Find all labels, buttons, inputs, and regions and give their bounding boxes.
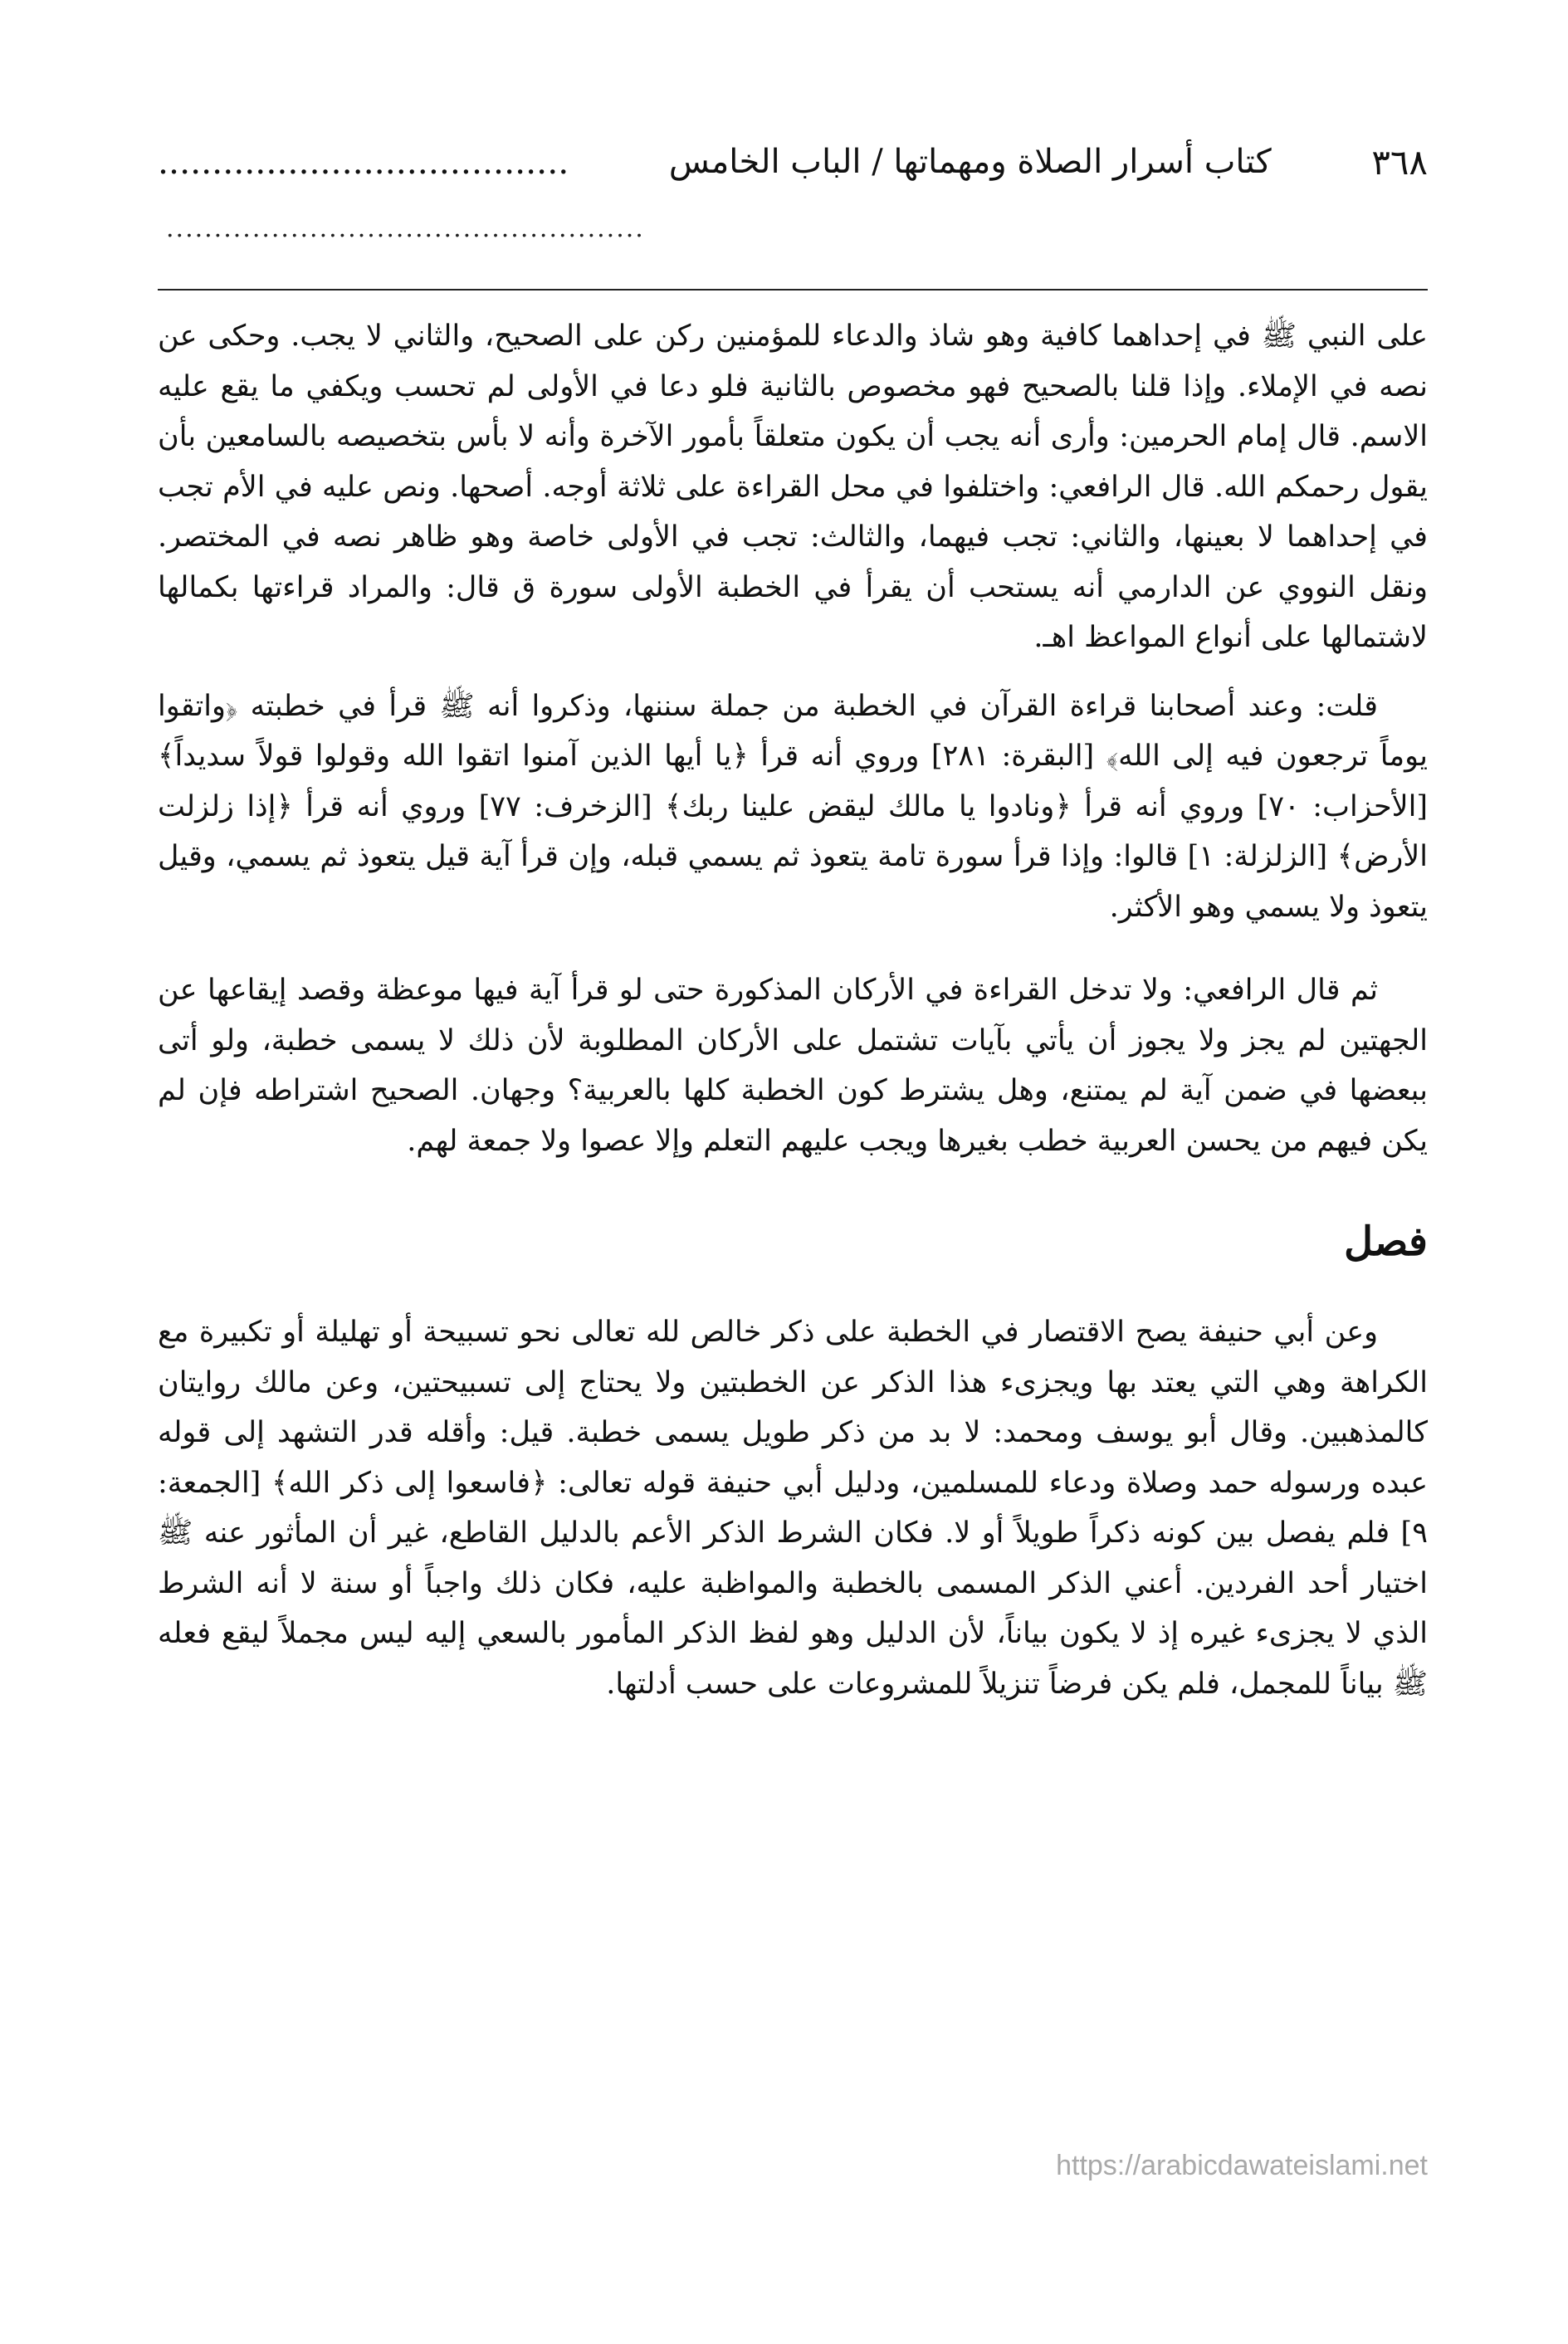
header-dot-line: .................................................. bbox=[166, 214, 645, 243]
header-dot-leader: ...................................... bbox=[158, 142, 569, 182]
paragraph-2: قلت: وعند أصحابنا قراءة القرآن في الخطبة من جملة سننها، وذكروا أنه ﷺ قرأ في خطبته ﴿واتقوا يوماً ترجعون فيه إلى الله﴾ [البقرة: ٢٨١] وروي أنه قرأ ﴿يا أيها الذين آمنوا اتقوا الله وقولوا قولاً سديداً﴾ [الأحزاب: ٧٠] وروي أنه قرأ ﴿ونادوا يا مالك ليقض علينا ربك﴾ [الزخرف: ٧٧] وروي أنه قرأ ﴿إذا زلزلت الأرض﴾ [الزلزلة: ١] قالوا: وإذا قرأ سورة تامة يتعوذ ثم يسمي قبله، وإن قرأ آية قيل يتعوذ ثم يسمي، وقيل يتعوذ ولا يسمي وهو الأكثر. bbox=[158, 689, 1428, 924]
body-text bbox=[158, 311, 1428, 1709]
section-paragraph: وعن أبي حنيفة يصح الاقتصار في الخطبة على ذكر خالص لله تعالى نحو تسبيحة أو تهليلة أو تكبيرة مع الكراهة وهي التي يعتد بها ويجزىء هذا الذكر عن الخطبتين ولا يحتاج إلى تسبيحتين، وعن مالك روايتان كالمذهبين. وقال أبو يوسف ومحمد: لا بد من ذكر طويل يسمى خطبة. قيل: وأقله قدر التشهد إلى قوله عبده ورسوله حمد وصلاة ودعاء للمسلمين، ودليل أبي حنيفة قوله تعالى: ﴿فاسعوا إلى ذكر الله﴾ [الجمعة: ٩] فلم يفصل بين كونه ذكراً طويلاً أو لا. فكان الشرط الذكر الأعم بالدليل القاطع، غير أن المأثور عنه ﷺ اختيار أحد الفردين. أعني الذكر المسمى بالخطبة والمواظبة عليه، فكان ذلك واجباً أو سنة لا أنه الشرط الذي لا يجزىء غيره إذ لا يكون بياناً، لأن الدليل وهو لفظ الذكر المأمور بالسعي إليه ليس مجملاً ليقع فعله ﷺ بياناً للمجمل، فلم يكن فرضاً تنزيلاً للمشروعات على حسب أدلتها. bbox=[158, 1316, 1428, 1701]
paragraph-1: على النبي ﷺ في إحداهما كافية وهو شاذ والدعاء للمؤمنين ركن على الصحيح، والثاني لا يجب. وحكى عن نصه في الإملاء. وإذا قلنا بالصحيح فهو مخصوص بالثانية فلو دعا في الأولى لم تحسب ويكفي ما يقع عليه الاسم. قال إمام الحرمين: وأرى أنه يجب أن يكون متعلقاً بأمور الآخرة وأنه لا بأس بتخصيصه بالسامعين بأن يقول رحمكم الله. قال الرافعي: واختلفوا في محل القراءة على ثلاثة أوجه. أصحها. ونص عليه في الأم تجب في إحداهما لا بعينها، والثاني: تجب فيهما، والثالث: تجب في الأولى خاصة وهو ظاهر نصه في المختصر. ونقل النووي عن الدارمي أنه يستحب أن يقرأ في الخطبة الأولى سورة ق قال: والمراد قراءتها بكمالها لاشتمالها على أنواع المواعظ اهـ. bbox=[158, 320, 1428, 654]
section-heading: فصل bbox=[1344, 1218, 1428, 1265]
watermark-url: https://arabicdawateislami.net bbox=[1056, 2150, 1428, 2181]
header-rule bbox=[158, 289, 1428, 291]
paragraph-3: ثم قال الرافعي: ولا تدخل القراءة في الأركان المذكورة حتى لو قرأ آية فيها موعظة وقصد إيقاعها عن الجهتين لم يجز ولا يجوز أن يأتي بآيات تشتمل على الأركان المطلوبة لأن ذلك لا يسمى خطبة، ولو أتى ببعضها في ضمن آية لم يمتنع، وهل يشترط كون الخطبة كلها بالعربية؟ وجهان. الصحيح اشتراطه فإن لم يكن فيهم من يحسن العربية خطب بغيرها ويجب عليهم التعلم وإلا عصوا ولا جمعة لهم. bbox=[158, 974, 1428, 1158]
page-header bbox=[158, 133, 1428, 191]
running-title: كتاب أسرار الصلاة ومهماتها / الباب الخامس bbox=[668, 143, 1272, 181]
page-number: ٣٦٨ bbox=[1371, 141, 1428, 183]
